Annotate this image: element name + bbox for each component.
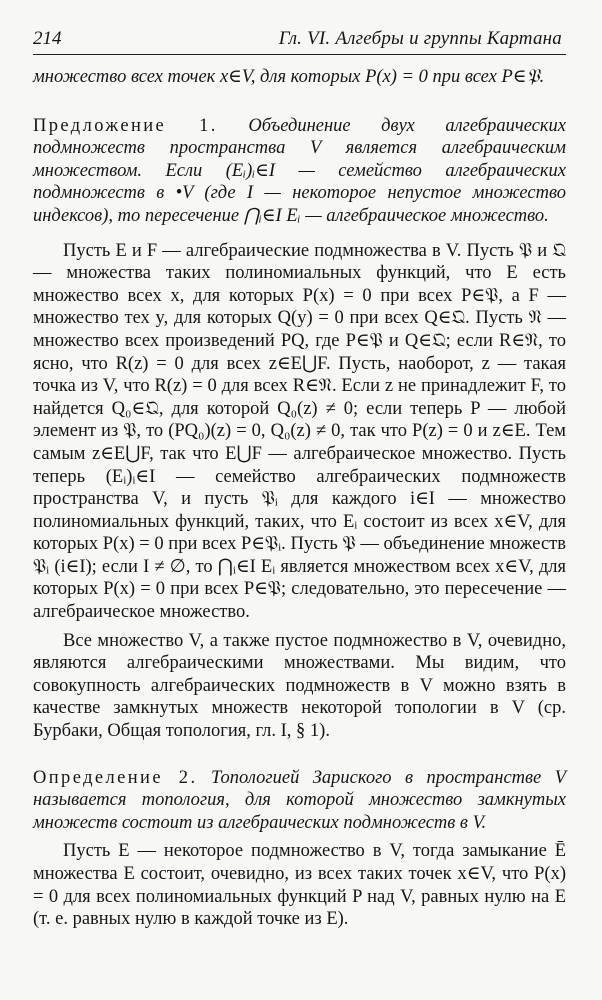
running-title: Гл. VI. Алгебры и группы Картана [278,28,562,49]
paragraph-continuation: множество всех точек x∈V, для которых P(x) = 0 при всех P∈𝔓. [33,67,545,87]
running-header [33,28,566,55]
closure-paragraph: Пусть E — некоторое подмножество в V, тогда замыкание Ē множества E состоит, очевидно, из всех таких точек x∈V, что P(x) = 0 для всех полиномиальных функций P над V, равных нулю на E (т. е. равных нулю в каждой точке из E). [33,841,566,930]
definition-label: Определение 2. [33,767,198,788]
proposition-1 [33,115,566,228]
page-number: 214 [33,28,62,49]
proof-paragraph: Пусть E и F — алгебраические подмножества в V. Пусть 𝔓 и 𝔔 — множества таких полиномиальных функций, что E есть множество всех x, для которых P(x) = 0 при всех P∈𝔓, а F — множество тех y, для которых Q(y) = 0 при всех Q∈𝔔. Пусть 𝔑 — множество всех произведений PQ, где P∈𝔓 и Q∈𝔔; если R∈𝔑, то ясно, что R(z) = 0 для всех z∈E⋃F. Пусть, наоборот, z — такая точка из V, что R(z) = 0 для всех R∈𝔑. Если z не принадлежит F, то найдется Q₀∈𝔔, для которой Q₀(z) ≠ 0; если теперь P — любой элемент из 𝔓, то (PQ₀)(z) = 0, Q₀(z) ≠ 0, так что P(z) = 0 и z∈E. Тем самым z∈E⋃F, так что E⋃F — алгебраическое множество. Пусть теперь (Eᵢ)ᵢ∈I — семейство алгебраических подмножеств пространства V, и пусть 𝔓ᵢ для каждого i∈I — множество полиномиальных функций, таких, что Eᵢ состоит из всех x∈V, для которых P(x) = 0 при всех P∈𝔓ᵢ. Пусть 𝔓 — объединение множеств 𝔓ᵢ (i∈I); если I ≠ ∅, то ⋂ᵢ∈I Eᵢ является множеством всех x∈V, для которых P(x) = 0 при всех P∈𝔓; следовательно, это пересечение — алгебраическое множество. [33,240,566,623]
topology-paragraph: Все множество V, а также пустое подмножество в V, очевидно, являются алгебраическими множествами. Мы видим, что совокупность алгебраических подмножеств в V можно взять в качестве замкнутых множеств некоторой топологии в V (ср. Бурбаки, Общая топология, гл. I, § 1). [33,630,566,742]
definition-text: Топологией Зариского в пространстве V называется топология, для которой множество замкнутых множеств состоит из алгебраических подмножеств в V. [33,767,567,833]
proposition-label: Предложение 1. [33,115,218,136]
definition-2 [33,767,566,835]
page-body [33,66,566,931]
proposition-text: Объединение двух алгебраических подмножеств пространства V является алгебраическим множеством. Если (Eᵢ)ᵢ∈I — семейство алгебраических подмножеств в •V (где I — некоторое непустое множество индексов), то пересечение ⋂ᵢ∈I Eᵢ — алгебраическое множество. [33,115,566,226]
